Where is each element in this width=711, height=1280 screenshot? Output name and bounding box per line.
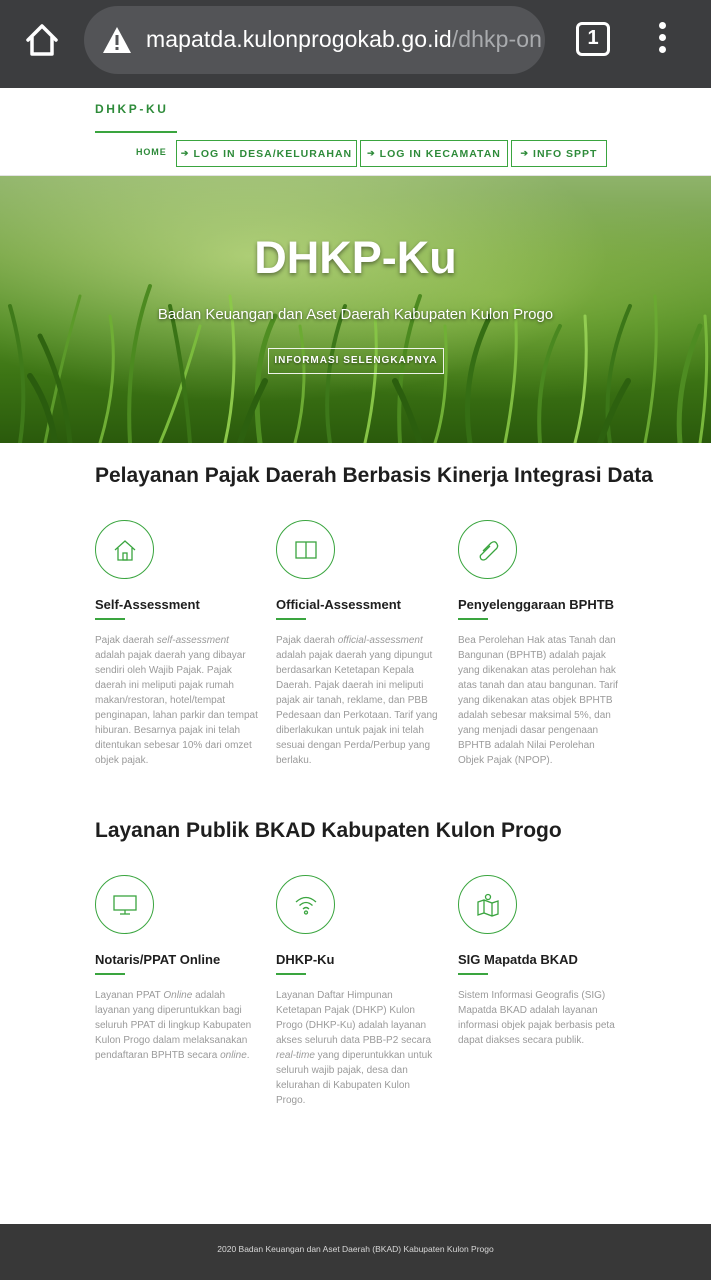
card-title: DHKP-Ku [276,952,335,967]
card-title: Notaris/PPAT Online [95,952,221,967]
sign-in-icon: ➔ [520,148,530,158]
nav-home-link[interactable]: HOME [136,147,167,157]
url-domain: mapatda.kulonprogokab.go.id [146,26,452,52]
card-title: Penyelenggaraan BPHTB [458,597,615,612]
url-path: /dhkp-on [451,26,543,52]
login-desa-button[interactable] [176,140,357,167]
card-notaris-ppat[interactable] [95,875,260,1063]
card-description: Sistem Informasi Geografis (SIG) Mapatda BKAD adalah layanan informasi objek pajak berbasis peta dapat diakses secara publik. [458,990,615,1046]
card-underline [458,973,488,975]
card-underline [95,618,125,620]
hero-title: DHKP-Ku [254,232,457,283]
browser-toolbar [0,0,711,88]
card-description: Pajak daerah self-assessment adalah pajak daerah yang dibayar sendiri oleh Wajib Pajak. Pajak daerah ini meliputi pajak rumah makan/restoran, hotel/tempat penginapan, lahan parkir dan tempat hiburan. Besarnya pajak ini telah ditentukan sebesar 10% dari omzet objek pajak. [95,635,258,766]
card-underline [276,618,306,620]
card-official-assessment [276,520,441,768]
home-icon [95,520,154,579]
card-title: Official-Assessment [276,597,401,612]
warning-icon[interactable] [102,26,132,54]
card-self-assessment [95,520,260,768]
site-header [0,88,711,176]
home-icon[interactable] [22,20,62,60]
monitor-icon [95,875,154,934]
info-sppt-button[interactable] [511,140,607,167]
card-description: Layanan PPAT Online adalah layanan yang diperuntukkan bagi seluruh PPAT di lingkup Kabupaten Kulon Progo dalam melaksanakan pendaftaran BPHTB secara online. [95,990,252,1061]
card-underline [276,973,306,975]
hero-subtitle: Badan Keuangan dan Aset Daerah Kabupaten Kulon Progo [157,306,554,323]
card-sig-mapatda[interactable] [458,875,623,1048]
login-kecamatan-label: LOG IN KECAMATAN [379,147,501,160]
card-description: Bea Perolehan Hak atas Tanah dan Bangunan (BPHTB) adalah pajak yang dikenakan atas perolehan hak atas tanah dan atau bangunan. Tarif yang dikenakan atas objek BPHTB adalah sebesar maksimal 5%, dan yang menjadi dasar pengenaan BPHTB adalah Nilai Perolehan Objek Pajak (NPOP). [458,635,618,766]
sign-in-icon: ➔ [367,148,376,158]
address-bar[interactable] [84,6,545,74]
card-underline [95,973,125,975]
brand-underline [95,131,177,133]
more-info-button[interactable]: INFORMASI SELENGKAPNYA [268,348,444,374]
url-text[interactable] [146,26,542,53]
paperclip-icon [458,520,517,579]
info-sppt-label: INFO SPPT [533,147,598,160]
tab-switcher-button[interactable]: 1 [576,22,610,56]
wifi-icon [276,875,335,934]
overflow-menu-icon[interactable] [652,22,672,58]
site-brand[interactable]: DHKP-KU [95,102,169,116]
section-layanan-title: Layanan Publik BKAD Kabupaten Kulon Progo [95,819,562,842]
card-title: Self-Assessment [95,597,200,612]
card-title: SIG Mapatda BKAD [458,952,578,967]
card-description: Pajak daerah official-assessment adalah pajak daerah yang dipungut berdasarkan Ketetapan Kepala Daerah. Pajak daerah ini meliputi pajak air tanah, reklame, dan PBB Pedesaan dan Perkotaan. Tarif yang diberlakukan untuk pajak ini telah sesuai dengan Perda/Perbup yang berlaku. [276,635,438,766]
site-footer [0,1224,711,1280]
footer-copyright: 2020 Badan Keuangan dan Aset Daerah (BKAD) Kabupaten Kulon Progo [217,1244,494,1254]
section-pelayanan-title: Pelayanan Pajak Daerah Berbasis Kinerja Integrasi Data [95,464,653,487]
map-icon [458,875,517,934]
card-bphtb [458,520,623,768]
book-icon [276,520,335,579]
card-dhkp-ku[interactable] [276,875,441,1108]
card-underline [458,618,488,620]
login-desa-label: LOG IN DESA/KELURAHAN [193,147,353,160]
login-kecamatan-button[interactable] [360,140,508,167]
card-description: Layanan Daftar Himpunan Ketetapan Pajak (DHKP) Kulon Progo (DHKP-Ku) adalah layanan akses seluruh data PBB-P2 secara real-time yang diperuntukkan untuk seluruh wajib pajak, desa dan kelurahan di Kabupaten Kulon Progo. [276,990,433,1106]
hero-banner [0,176,711,443]
sign-in-icon: ➔ [180,148,190,158]
